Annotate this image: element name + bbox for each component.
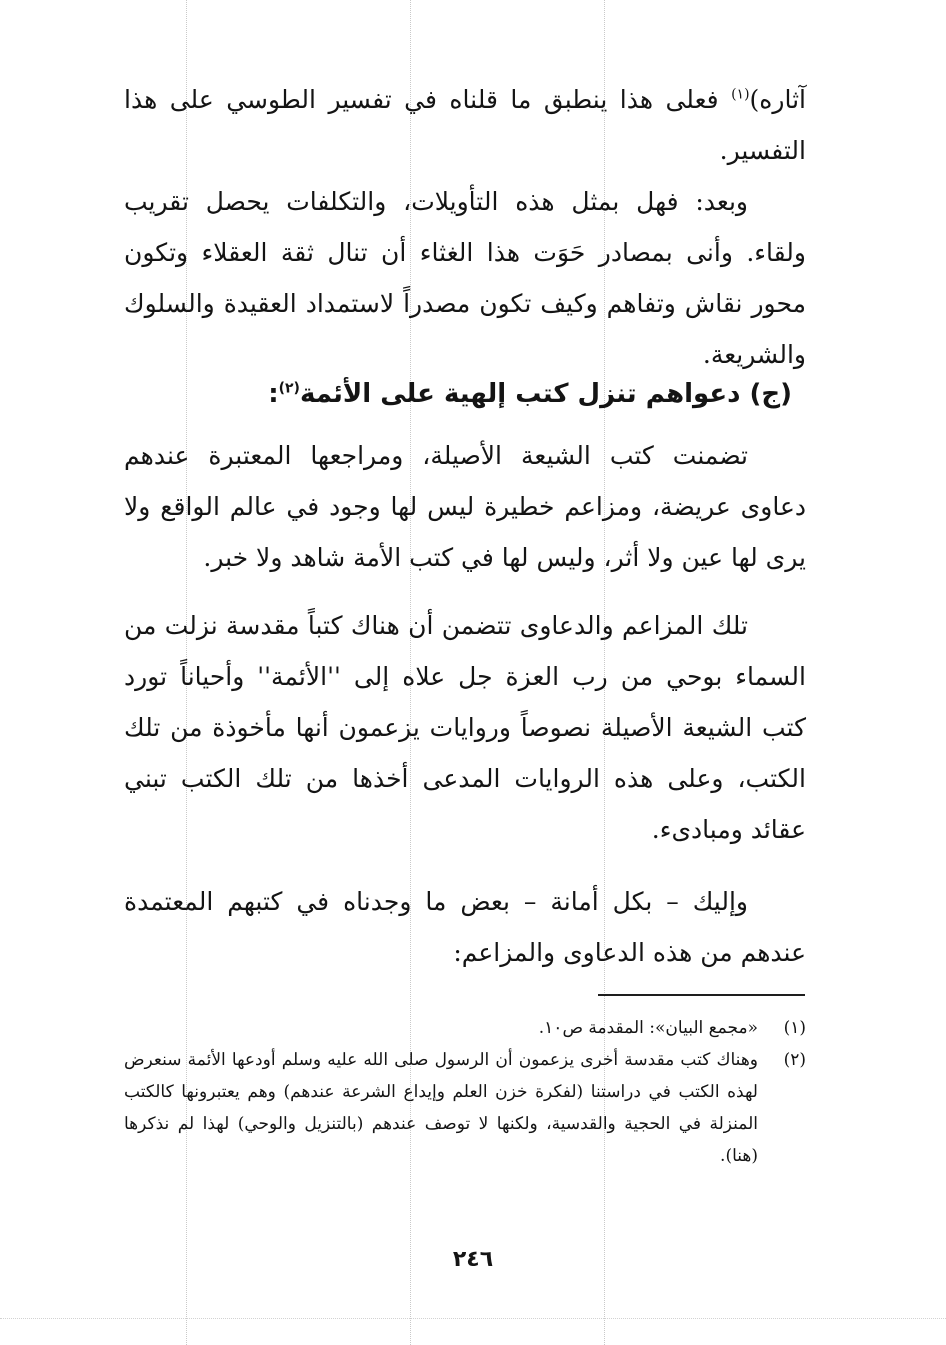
footnote-ref-1[interactable]: (١) — [731, 86, 750, 103]
page-number: ٢٤٦ — [452, 1247, 494, 1272]
footnote-number: (٢) — [783, 1050, 806, 1070]
footnote-separator — [598, 994, 805, 996]
section-title: (ج) دعواهم تنزل كتب إلهية على الأئمة$^{(٢)}$: — [268, 379, 792, 409]
scan-guide-line — [0, 1318, 946, 1319]
paragraph: وإليك – بكل أمانة – بعض ما وجدناه في كتبهم المعتمدة عندهم من هذه الدعاوى والمزاعم: — [124, 887, 806, 967]
footnote-text: «مجمع البيان»: المقدمة ص١٠. — [538, 1018, 758, 1038]
conclusion-paragraph: وبعد: فهل بمثل هذه التأويلات، والتكلفات يحصل تقريب ولقاء. وأنى بمصادر حَوَت هذا الغثاء أن تنال ثقة العقلاء وتكون محور نقاش وتفاهم وكيف تكون مصدراً لاستمداد العقيدة والسلوك والشريعة. — [124, 187, 806, 369]
footnote-text: وهناك كتب مقدسة أخرى يزعمون أن الرسول صلى الله عليه وسلم أودعها الأئمة سنعرض لهذه الكتب في دراستنا (لفكرة خزن العلم وإيداع الشرعة عندهم) وهم يعتبرونها كالكتب المنزلة في الحجية والقدسية، ولكنها لا توصف عندهم (بالتنزيل والوحي) لهذا لم نذكرها (هنا). — [124, 1050, 758, 1166]
continued-paragraph: آثاره)$^{(١)}$ فعلى هذا ينطبق ما قلناه في تفسير الطوسي على هذا التفسير. — [124, 85, 806, 165]
footnote-1 — [124, 1012, 806, 1044]
section-heading — [124, 374, 806, 414]
section-body — [124, 600, 806, 855]
section-body — [124, 876, 806, 978]
footnote-2 — [124, 1044, 806, 1172]
paragraph: تضمنت كتب الشيعة الأصيلة، ومراجعها المعتبرة عندهم دعاوى عريضة، ومزاعم خطيرة ليس لها وجود في عالم الواقع ولا يرى لها عين ولا أثر، وليس لها في كتب الأمة شاهد ولا خبر. — [124, 441, 806, 572]
body-text — [124, 74, 806, 380]
footnote-ref-2[interactable]: (٢) — [278, 380, 300, 397]
section-body — [124, 430, 806, 583]
footnote-number: (١) — [783, 1018, 806, 1038]
paragraph: تلك المزاعم والدعاوى تتضمن أن هناك كتباً مقدسة نزلت من السماء بوحي من رب العزة جل علاه إلى ''الأئمة'' وأحياناً تورد كتب الشيعة الأصيلة نصوصاً وروايات يزعمون أنها مأخوذة من تلك الكتب، وعلى هذه الروايات المدعى أخذها من تلك الكتب تبني عقائد ومبادىء. — [124, 611, 806, 844]
footnotes — [124, 1012, 806, 1172]
